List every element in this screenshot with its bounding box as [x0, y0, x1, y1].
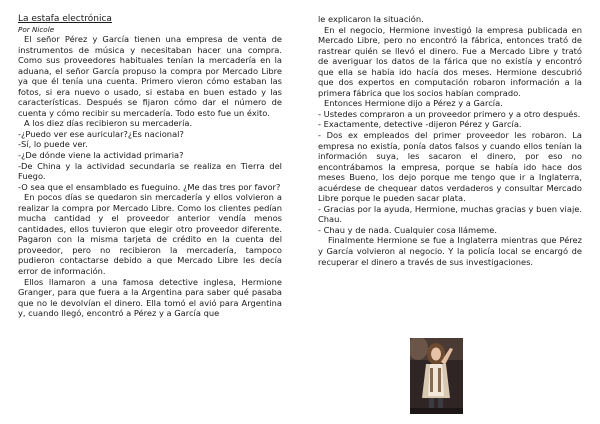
hermione-illustration [410, 338, 463, 414]
paragraph: En pocos días se quedaron sin mercadería y ellos volvieron a realizar la compra por Mercado Libre. Como los clientes pedían mucha cantidad y el proveedor anterior vendía menos cantidades, ellos tuvieron que elegir otro proveedor diferente. Pagaron con la misma tarjeta de crédito en la cuenta del proveedor, pero no recibieron la mercadería, tampoco pudieron contactarse debido a que Mercado Libre les decía error de información. [18, 192, 282, 277]
dialogue-line: - Dos ex empleados del primer proveedor les robaron. La empresa no existía, ponía datos falsos y cuando ellos tenían la información suya, les sacaron el dinero, por eso no encontrábamos la empresa, porque se había ido hace dos meses Bueno, los dejo porque me tengo que ir a Inglaterra, acuérdese de chequear datos verdaderos y consultar Mercado Libre porque le pueden sacar plata. [318, 130, 582, 204]
story-author: Por Nicole [18, 25, 55, 34]
dialogue-line: -O sea que el ensamblado es fueguino. ¿Me das tres por favor? [18, 181, 281, 192]
paragraph: En el negocio, Hermione investigó la empresa publicada en Mercado Libre, pero no encontró la fábrica, entonces trató de rastrear quién se llevó el dinero. Fue a Mercado Libre y trató de averiguar los datos de la fárica que no existía y encontró que ella se había ido hacía dos meses. Hermione descubrió que dos expertos en computación robaron información a la primera fábrica que los socios habían comprado. [318, 24, 582, 98]
dialogue-line: -¿De dónde viene la actividad primaria? [18, 150, 184, 161]
paragraph: le explicaron la situación. [318, 14, 424, 24]
dialogue-line: -Sí, lo puede ver. [18, 139, 88, 150]
dialogue-line: -¿Puedo ver ese auricular?¿Es nacional? [18, 128, 184, 139]
right-column [318, 14, 582, 267]
dialogue-line: - Ustedes compraron a un proveedor primero y a otro después. [318, 108, 581, 119]
paragraph: Finalmente Hermione se fue a Inglaterra mientras que Pérez y García volvieron al negocio. Y la policía local se encargó de recuperar el dinero a través de sus investigaciones. [318, 235, 582, 267]
dialogue-line: -De China y la actividad secundaria se realiza en Tierra del Fuego. [18, 160, 282, 182]
dialogue-line: - Chau y de nada. Cualquier cosa llámeme. [318, 224, 497, 235]
dialogue-line: - Gracias por la ayuda, Hermione, muchas gracias y buen viaje. Chau. [318, 203, 582, 225]
story-title: La estafa electrónica [18, 14, 112, 24]
paragraph: A los diez días recibieron su mercadería. [24, 118, 193, 129]
dialogue-line: - Exactamente, detective -dijeron Pérez y García. [318, 119, 522, 130]
paragraph: El señor Pérez y García tienen una empresa de venta de instrumentos de música y necesitaban hacer una compra. Como sus proveedores habituales tenían la mercadería en la aduana, el señor García propuso la compra por Mercado Libre ya que él tenía una cuenta. Primero vieron cómo estaban las fotos, si era nuevo o usado, si estaba en buen estado y las características. Después se fijaron cómo dar el número de cuenta y cómo recibir su mercadería. Todo esto fue un éxito. [18, 34, 282, 118]
paragraph: Ellos llamaron a una famosa detective inglesa, Hermione Granger, para que fuera a la Argentina para saber qué pasaba que no le devolvían el dinero. Ella tomó el avió para Argentina y, cuando llegó, encontró a Pérez y a García que [18, 276, 282, 319]
left-column [18, 14, 282, 319]
paragraph: Entonces Hermione dijo a Pérez y a García. [324, 98, 503, 109]
hermione-photo [410, 338, 463, 414]
